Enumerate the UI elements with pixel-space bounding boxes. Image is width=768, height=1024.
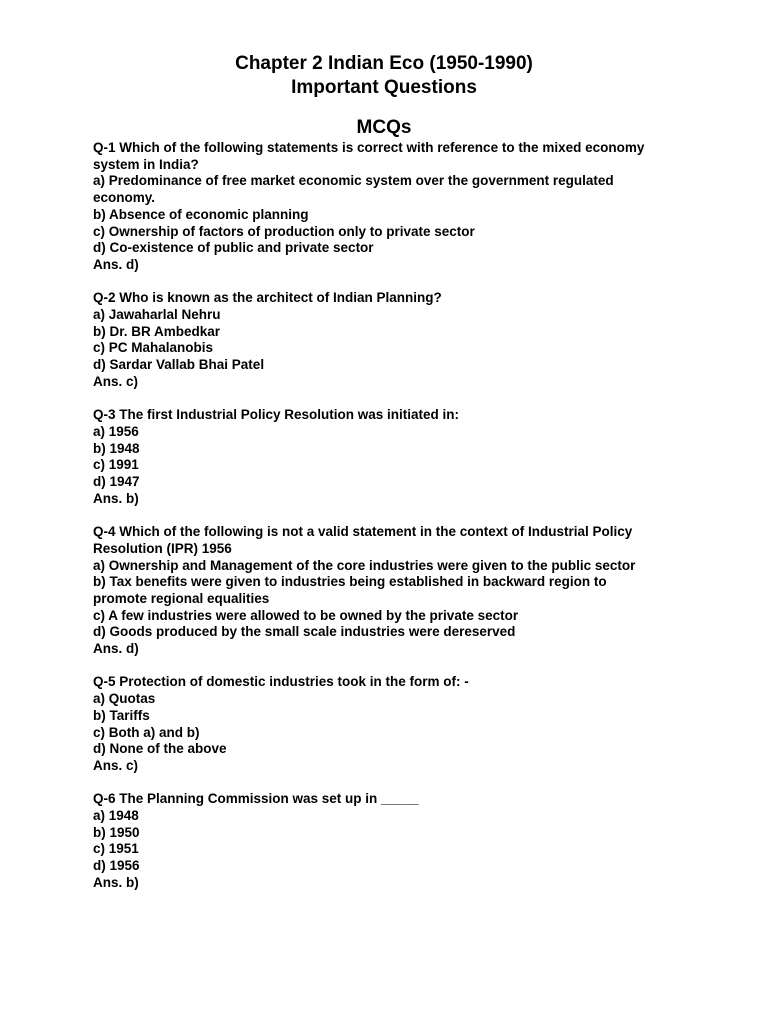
answer: Ans. c): [93, 757, 139, 773]
option-a: a) 1956: [93, 423, 139, 439]
question-6: [93, 791, 693, 891]
answer: Ans. b): [93, 490, 139, 506]
option-a: a) Jawaharlal Nehru: [93, 307, 221, 323]
question-line: Q-5 Protection of domestic industries took in the form of: -: [93, 674, 469, 690]
question-line: Q-1 Which of the following statements is correct with reference to the mixed economy: [93, 140, 645, 155]
question-5: [93, 674, 693, 774]
question-line: Q-4 Which of the following is not a valid statement in the context of Industrial Policy: [93, 524, 633, 540]
option-b: b) Dr. BR Ambedkar: [93, 323, 221, 339]
option-a: a) Quotas: [93, 691, 156, 707]
question-line: Q-3 The first Industrial Policy Resolution was initiated in:: [93, 407, 460, 423]
option-b: b) 1950: [93, 824, 140, 840]
option-b: b) Tariffs: [93, 707, 150, 723]
document-header: [0, 52, 768, 100]
section-heading-mcqs: MCQs: [356, 117, 412, 138]
option-c: c) 1951: [93, 841, 139, 857]
option-d: d) Sardar Vallab Bhai Patel: [93, 357, 265, 373]
option-b: b) Tax benefits were given to industries being established in backward region to: [93, 574, 607, 590]
option-d: d) None of the above: [93, 741, 227, 757]
answer: Ans. c): [93, 373, 139, 389]
question-line: Resolution (IPR) 1956: [93, 540, 232, 556]
option-c: c) A few industries were allowed to be owned by the private sector: [93, 607, 519, 623]
option-c: c) 1991: [93, 457, 139, 473]
option-a: a) Ownership and Management of the core industries were given to the public sector: [93, 557, 636, 573]
option-d: d) 1947: [93, 474, 140, 490]
option-d: d) Goods produced by the small scale industries were dereserved: [93, 624, 516, 640]
question-4: [93, 524, 693, 658]
question-line: Q-6 The Planning Commission was set up in _____: [93, 791, 419, 807]
option-a: a) 1948: [93, 808, 139, 824]
answer: Ans. d): [93, 256, 139, 272]
question-1: [93, 140, 693, 274]
option-c: c) PC Mahalanobis: [93, 340, 214, 356]
option-b-continued: promote regional equalities: [93, 590, 270, 606]
question-2: [93, 290, 693, 390]
option-c: c) Ownership of factors of production only to private sector: [93, 223, 475, 239]
question-line: system in India?: [93, 156, 199, 172]
option-a: a) Predominance of free market economic system over the government regulated: [93, 173, 614, 189]
option-a-continued: economy.: [93, 190, 156, 206]
option-b: b) Absence of economic planning: [93, 206, 309, 222]
document-subtitle: Important Questions: [291, 77, 477, 98]
option-c: c) Both a) and b): [93, 724, 200, 740]
answer: Ans. d): [93, 641, 139, 657]
question-line: Q-2 Who is known as the architect of Indian Planning?: [93, 290, 442, 306]
option-b: b) 1948: [93, 440, 140, 456]
option-d: d) 1956: [93, 858, 140, 874]
question-3: [93, 407, 693, 507]
document-title: Chapter 2 Indian Eco (1950-1990): [235, 53, 533, 74]
option-d: d) Co-existence of public and private sector: [93, 240, 374, 256]
question-list: [93, 140, 693, 908]
answer: Ans. b): [93, 874, 139, 890]
